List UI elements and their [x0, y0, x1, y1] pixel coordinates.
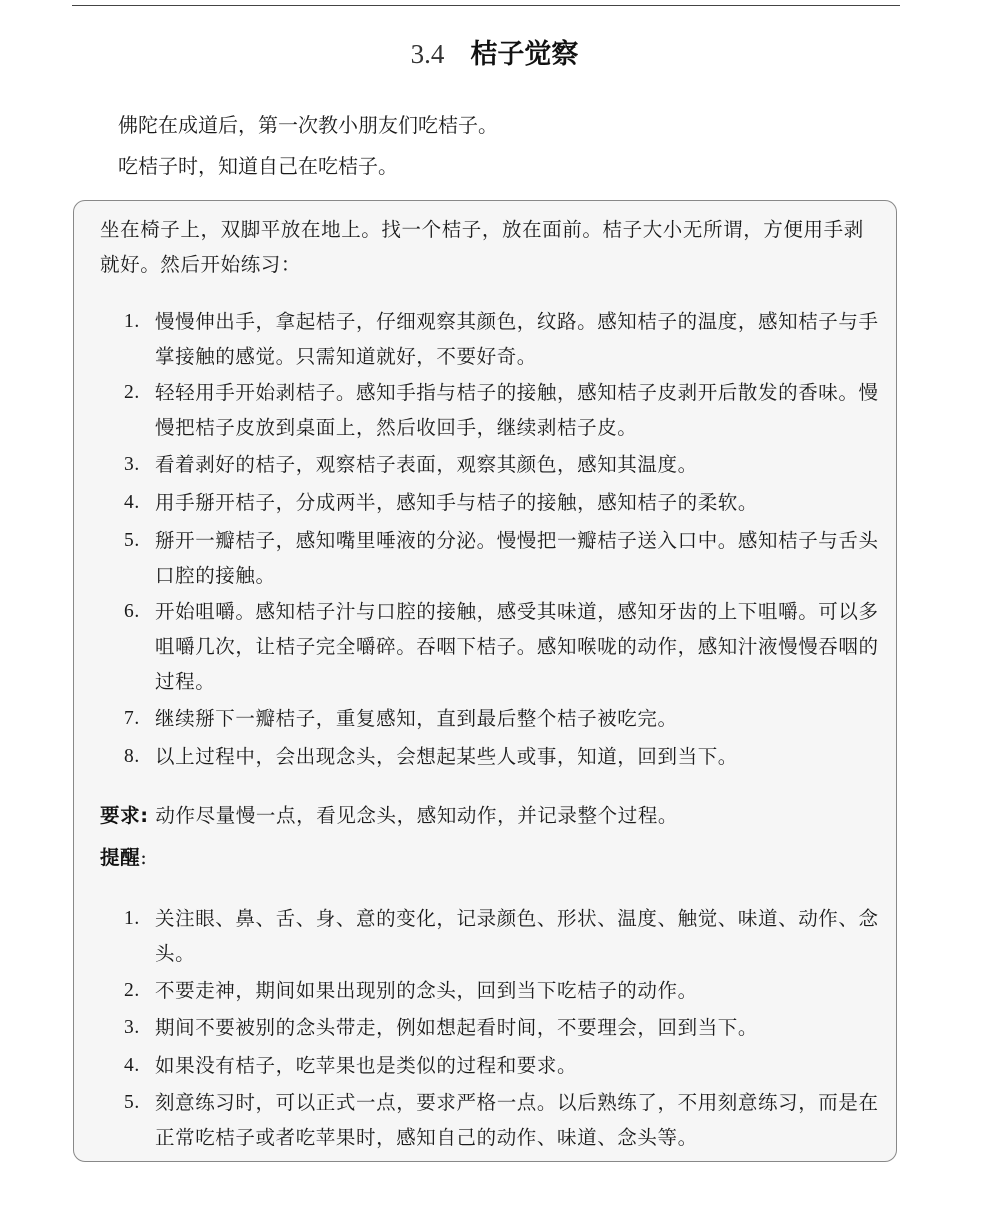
requirement-text: 动作尽量慢一点，看见念头，感知动作，并记录整个过程。 — [155, 804, 679, 827]
section-number: 3.4 — [410, 39, 445, 69]
reminder-item — [124, 1085, 880, 1155]
step-item — [124, 701, 880, 736]
step-text: 用手掰开桔子，分成两半，感知手与桔子的接触，感知桔子的柔软。 — [155, 491, 759, 514]
reminder-number: 1. — [124, 908, 140, 929]
step-item — [124, 447, 880, 482]
reminder-text: 关注眼、鼻、舌、身、意的变化，记录颜色、形状、温度、触觉、味道、动作、念头。 — [155, 907, 879, 965]
reminder-text: 如果没有桔子，吃苹果也是类似的过程和要求。 — [155, 1054, 578, 1077]
step-number: 8. — [124, 746, 140, 767]
reminder-item — [124, 1048, 880, 1083]
reminder-text: 刻意练习时，可以正式一点，要求严格一点。以后熟练了，不用刻意练习，而是在正常吃桔子或者吃苹果时，感知自己的动作、味道、念头等。 — [155, 1091, 879, 1149]
reminder-text: 不要走神，期间如果出现别的念头，回到当下吃桔子的动作。 — [155, 979, 698, 1002]
reminder-number: 4. — [124, 1055, 140, 1076]
reminder-item — [124, 901, 880, 971]
requirement-label: 要求: — [100, 804, 149, 827]
step-number: 1. — [124, 311, 140, 332]
step-text: 掰开一瓣桔子，感知嘴里唾液的分泌。慢慢把一瓣桔子送入口中。感知桔子与舌头口腔的接触。 — [155, 529, 879, 587]
step-text: 轻轻用手开始剥桔子。感知手指与桔子的接触，感知桔子皮剥开后散发的香味。慢慢把桔子皮放到桌面上，然后收回手，继续剥桔子皮。 — [155, 381, 879, 439]
step-number: 5. — [124, 530, 140, 551]
reminder-text: 期间不要被别的念头带走，例如想起看时间，不要理会，回到当下。 — [155, 1016, 759, 1039]
step-item — [124, 523, 880, 593]
step-text: 继续掰下一瓣桔子，重复感知，直到最后整个桔子被吃完。 — [155, 707, 678, 730]
step-text: 以上过程中，会出现念头，会想起某些人或事，知道，回到当下。 — [155, 745, 738, 768]
reminder-colon: : — [140, 846, 148, 869]
section-heading — [0, 34, 989, 75]
step-item — [124, 304, 880, 374]
step-number: 3. — [124, 454, 140, 475]
reminder-heading — [100, 840, 880, 875]
step-item — [124, 485, 880, 520]
step-text: 开始咀嚼。感知桔子汁与口腔的接触，感受其味道，感知牙齿的上下咀嚼。可以多咀嚼几次，让桔子完全嚼碎。吞咽下桔子。感知喉咙的动作，感知汁液慢慢吞咽的过程。 — [155, 600, 879, 693]
reminder-number: 5. — [124, 1092, 140, 1113]
intro-line-2: 吃桔子时，知道自己在吃桔子。 — [118, 154, 398, 178]
top-rule — [72, 5, 900, 6]
step-number: 2. — [124, 382, 140, 403]
reminder-number: 3. — [124, 1017, 140, 1038]
step-number: 6. — [124, 601, 140, 622]
reminder-label: 提醒 — [100, 846, 141, 869]
requirement-line — [100, 798, 880, 833]
intro-line-1: 佛陀在成道后，第一次教小朋友们吃桔子。 — [118, 113, 498, 137]
step-item — [124, 594, 880, 699]
step-item — [124, 739, 880, 774]
reminder-item — [124, 1010, 880, 1045]
reminder-number: 2. — [124, 980, 140, 1001]
step-number: 4. — [124, 492, 140, 513]
setup-paragraph: 坐在椅子上，双脚平放在地上。找一个桔子，放在面前。桔子大小无所谓，方便用手剥就好。然后开始练习： — [100, 218, 864, 276]
step-number: 7. — [124, 708, 140, 729]
step-text: 慢慢伸出手，拿起桔子，仔细观察其颜色，纹路。感知桔子的温度，感知桔子与手掌接触的感觉。只需知道就好，不要好奇。 — [155, 310, 879, 368]
step-text: 看着剥好的桔子，观察桔子表面，观察其颜色，感知其温度。 — [155, 453, 698, 476]
step-item — [124, 375, 880, 445]
section-title: 桔子觉察 — [470, 39, 579, 70]
reminder-item — [124, 973, 880, 1008]
